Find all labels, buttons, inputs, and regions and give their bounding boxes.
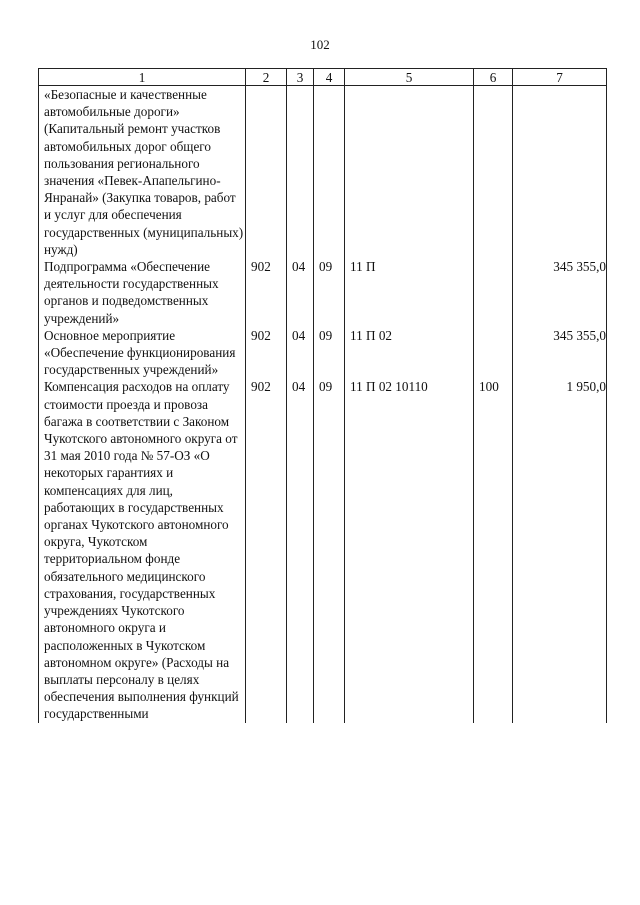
table-row: [39, 86, 607, 259]
table-row: [39, 327, 607, 379]
column-header: 3: [287, 69, 314, 86]
table-row: [39, 378, 607, 722]
row-name: «Безопасные и качественные автомобильные дороги» (Капитальный ремонт участков автомобильных дорог общего пользования регионального значения «Певек-Апапельгино-Янранай» (Закупка товаров, работ и услуг для обеспечения государственных (муниципальных) нужд): [39, 86, 246, 259]
row-sum: [513, 86, 607, 259]
row-gr: [246, 86, 287, 259]
row-sum: 345 355,0: [513, 258, 607, 327]
row-rz: 04: [287, 327, 314, 379]
row-pr: [314, 86, 345, 259]
column-header: 7: [513, 69, 607, 86]
row-sum: 1 950,0: [513, 378, 607, 722]
row-vr: 100: [474, 378, 513, 722]
row-csr: 11 П 02: [345, 327, 474, 379]
row-pr: 09: [314, 327, 345, 379]
row-vr: [474, 86, 513, 259]
column-header: 4: [314, 69, 345, 86]
row-pr: 09: [314, 378, 345, 722]
row-gr: 902: [246, 378, 287, 722]
budget-table: [38, 68, 607, 723]
column-header: 2: [246, 69, 287, 86]
page-number: 102: [310, 37, 330, 52]
row-rz: 04: [287, 258, 314, 327]
row-gr: 902: [246, 327, 287, 379]
row-pr: 09: [314, 258, 345, 327]
row-csr: 11 П: [345, 258, 474, 327]
row-vr: [474, 327, 513, 379]
row-csr: 11 П 02 10110: [345, 378, 474, 722]
column-header: 6: [474, 69, 513, 86]
row-rz: 04: [287, 378, 314, 722]
row-gr: 902: [246, 258, 287, 327]
column-header: 1: [39, 69, 246, 86]
table-row: [39, 258, 607, 327]
row-name: Подпрограмма «Обеспечение деятельности государственных органов и подведомственных учреждений»: [39, 258, 246, 327]
row-rz: [287, 86, 314, 259]
row-sum: 345 355,0: [513, 327, 607, 379]
row-vr: [474, 258, 513, 327]
column-header: 5: [345, 69, 474, 86]
row-name: Компенсация расходов на оплату стоимости проезда и провоза багажа в соответствии с Законом Чукотского автономного округа от 31 мая 2010 года № 57-ОЗ «О некоторых гарантиях и компенсациях для лиц, работающих в государственных органах Чукотского автономного округа, Чукотском территориальном фонде обязательного медицинского страхования, государственных учреждениях Чукотского автономного округа и расположенных в Чукотском автономном округе» (Расходы на выплаты персоналу в целях обеспечения выполнения функций государственными: [39, 378, 246, 722]
row-name: Основное мероприятие «Обеспечение функционирования государственных учреждений»: [39, 327, 246, 379]
table-header-row: [39, 69, 607, 86]
row-csr: [345, 86, 474, 259]
